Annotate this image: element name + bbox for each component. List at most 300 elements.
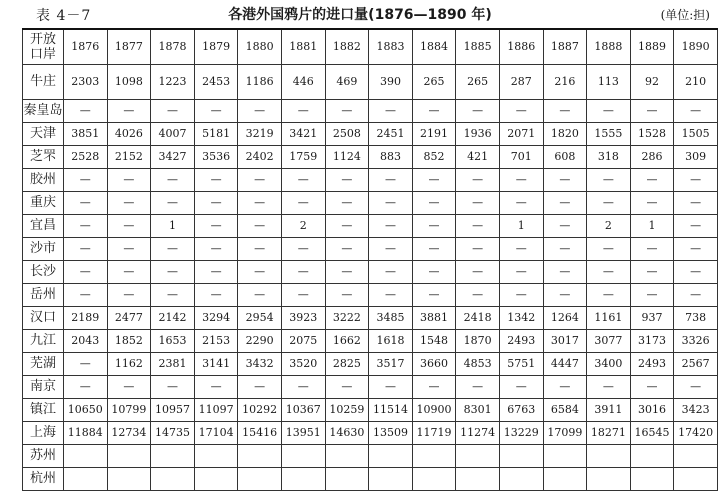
value-cell: 5181 [194,123,238,146]
year-header: 1886 [499,29,543,65]
value-cell: — [674,192,718,215]
value-cell: — [238,215,282,238]
value-cell: 1342 [499,307,543,330]
port-name-cell: 岳州 [23,284,64,307]
value-cell: — [543,238,587,261]
value-cell: 2418 [456,307,500,330]
port-name-cell: 上海 [23,422,64,445]
value-cell: 738 [674,307,718,330]
value-cell [499,468,543,491]
value-cell: — [674,376,718,399]
value-cell: — [369,238,413,261]
value-cell: — [64,100,108,123]
value-cell: — [325,169,369,192]
value-cell: — [107,284,151,307]
value-cell: 6763 [499,399,543,422]
value-cell: 2381 [151,353,195,376]
year-header: 1880 [238,29,282,65]
value-cell: — [107,261,151,284]
value-cell: — [151,261,195,284]
table-row [23,307,718,330]
table-row [23,330,718,353]
value-cell: 11884 [64,422,108,445]
value-cell: — [412,169,456,192]
opium-import-table [22,28,718,491]
value-cell: — [325,238,369,261]
value-cell: — [630,376,674,399]
value-cell: — [543,100,587,123]
value-cell: — [456,169,500,192]
year-header: 1876 [64,29,108,65]
year-header: 1879 [194,29,238,65]
value-cell: — [674,215,718,238]
port-name-cell: 胶州 [23,169,64,192]
port-header [23,29,64,65]
value-cell: 16545 [630,422,674,445]
value-cell [674,445,718,468]
value-cell: — [587,284,631,307]
value-cell: 3851 [64,123,108,146]
value-cell: 3427 [151,146,195,169]
value-cell: — [281,100,325,123]
value-cell: — [281,376,325,399]
value-cell: — [499,192,543,215]
value-cell: 3219 [238,123,282,146]
table-row [23,123,718,146]
port-name-cell: 芝罘 [23,146,64,169]
value-cell: 3017 [543,330,587,353]
value-cell: — [456,238,500,261]
value-cell: — [456,100,500,123]
value-cell: 216 [543,65,587,100]
value-cell: 3911 [587,399,631,422]
value-cell: 3423 [674,399,718,422]
table-row [23,468,718,491]
value-cell: 1223 [151,65,195,100]
value-cell: — [369,215,413,238]
value-cell: 1870 [456,330,500,353]
value-cell: 2402 [238,146,282,169]
value-cell: 318 [587,146,631,169]
value-cell: — [194,238,238,261]
value-cell: — [587,192,631,215]
value-cell: 1124 [325,146,369,169]
port-name-cell: 苏州 [23,445,64,468]
value-cell: 1548 [412,330,456,353]
value-cell: 1 [151,215,195,238]
value-cell: 11514 [369,399,413,422]
value-cell: 4026 [107,123,151,146]
value-cell: — [630,238,674,261]
value-cell: — [674,169,718,192]
year-header: 1882 [325,29,369,65]
table-row [23,261,718,284]
value-cell [64,468,108,491]
value-cell: 13229 [499,422,543,445]
value-cell: — [325,284,369,307]
value-cell: 1936 [456,123,500,146]
value-cell: — [107,215,151,238]
value-cell: 1264 [543,307,587,330]
year-header: 1884 [412,29,456,65]
value-cell: — [281,238,325,261]
value-cell: — [369,261,413,284]
value-cell: 17420 [674,422,718,445]
value-cell: — [499,238,543,261]
value-cell: 309 [674,146,718,169]
value-cell: — [325,261,369,284]
value-cell: — [194,215,238,238]
value-cell: — [64,215,108,238]
value-cell: 92 [630,65,674,100]
year-header: 1887 [543,29,587,65]
value-cell: 1 [499,215,543,238]
value-cell [325,445,369,468]
value-cell: 1528 [630,123,674,146]
value-cell: — [151,100,195,123]
value-cell: — [674,261,718,284]
value-cell [369,468,413,491]
value-cell: 3016 [630,399,674,422]
value-cell: 421 [456,146,500,169]
value-cell: — [412,376,456,399]
value-cell: — [64,169,108,192]
year-header: 1889 [630,29,674,65]
table-row [23,215,718,238]
value-cell: — [412,284,456,307]
value-cell: 390 [369,65,413,100]
value-cell: 1653 [151,330,195,353]
value-cell: 1555 [587,123,631,146]
value-cell: 3141 [194,353,238,376]
value-cell: 2152 [107,146,151,169]
port-header-line1: 开放 [29,32,56,47]
value-cell: 286 [630,146,674,169]
value-cell: 4853 [456,353,500,376]
value-cell: 2 [587,215,631,238]
table-row [23,422,718,445]
value-cell: 2189 [64,307,108,330]
value-cell: 3520 [281,353,325,376]
port-name-cell: 天津 [23,123,64,146]
table-header [0,0,720,28]
value-cell: 2508 [325,123,369,146]
value-cell: — [325,376,369,399]
value-cell: 1759 [281,146,325,169]
value-cell: 2825 [325,353,369,376]
value-cell: — [151,284,195,307]
value-cell: 11097 [194,399,238,422]
value-cell: — [630,192,674,215]
value-cell: — [151,192,195,215]
value-cell: 1 [630,215,674,238]
value-cell: — [499,284,543,307]
value-cell: — [151,169,195,192]
port-name-cell: 南京 [23,376,64,399]
value-cell: 5751 [499,353,543,376]
value-cell: 14630 [325,422,369,445]
port-name-cell: 汉口 [23,307,64,330]
value-cell: 17104 [194,422,238,445]
value-cell: 2191 [412,123,456,146]
value-cell: 10367 [281,399,325,422]
value-cell [281,445,325,468]
value-cell: 10259 [325,399,369,422]
value-cell: — [369,169,413,192]
value-cell [238,468,282,491]
value-cell: 3923 [281,307,325,330]
value-cell: 10650 [64,399,108,422]
value-cell: 10292 [238,399,282,422]
value-cell: — [543,376,587,399]
value-cell: 1186 [238,65,282,100]
value-cell: — [194,169,238,192]
value-cell: 13509 [369,422,413,445]
year-header: 1877 [107,29,151,65]
year-header: 1890 [674,29,718,65]
value-cell: — [630,261,674,284]
value-cell [630,468,674,491]
value-cell: — [543,169,587,192]
value-cell: — [630,284,674,307]
value-cell: 2567 [674,353,718,376]
value-cell: — [64,353,108,376]
value-cell: — [151,376,195,399]
value-cell [412,445,456,468]
value-cell: 3517 [369,353,413,376]
value-cell: 2493 [630,353,674,376]
value-cell: — [194,192,238,215]
value-cell: — [281,192,325,215]
value-cell: — [64,238,108,261]
value-cell: 2 [281,215,325,238]
value-cell: 3077 [587,330,631,353]
year-header: 1888 [587,29,631,65]
value-cell: — [587,100,631,123]
value-cell [281,468,325,491]
value-cell: 287 [499,65,543,100]
value-cell: — [281,261,325,284]
port-name-cell: 重庆 [23,192,64,215]
value-cell: — [281,284,325,307]
value-cell: 12734 [107,422,151,445]
value-cell [107,445,151,468]
value-cell: — [456,284,500,307]
value-cell: — [587,261,631,284]
value-cell: — [456,376,500,399]
value-cell: 8301 [456,399,500,422]
value-cell: 608 [543,146,587,169]
value-cell: — [674,100,718,123]
value-cell: 3173 [630,330,674,353]
value-cell [325,468,369,491]
value-cell: — [499,169,543,192]
value-cell [412,468,456,491]
value-cell: — [674,238,718,261]
value-cell: 852 [412,146,456,169]
value-cell: 2153 [194,330,238,353]
value-cell: 4007 [151,123,195,146]
value-cell: — [107,169,151,192]
value-cell: — [412,192,456,215]
value-cell: — [107,192,151,215]
table-row [23,353,718,376]
port-name-cell: 九江 [23,330,64,353]
value-cell: — [630,169,674,192]
value-cell: — [630,100,674,123]
value-cell: 13951 [281,422,325,445]
value-cell: 11719 [412,422,456,445]
value-cell [543,468,587,491]
year-header: 1885 [456,29,500,65]
value-cell: 113 [587,65,631,100]
table-row [23,376,718,399]
value-cell: 10900 [412,399,456,422]
port-name-cell: 沙市 [23,238,64,261]
table-title: 各港外国鸦片的进口量(1876—1890 年) [228,7,492,23]
value-cell [64,445,108,468]
value-cell: — [107,238,151,261]
value-cell: 18271 [587,422,631,445]
value-cell: 10799 [107,399,151,422]
value-cell: 3421 [281,123,325,146]
value-cell: — [238,284,282,307]
value-cell: — [412,238,456,261]
table-row [23,65,718,100]
value-cell: — [238,100,282,123]
value-cell: 3326 [674,330,718,353]
port-name-cell: 芜湖 [23,353,64,376]
value-cell: 265 [412,65,456,100]
value-cell: 2954 [238,307,282,330]
value-cell [194,468,238,491]
value-cell: 2303 [64,65,108,100]
value-cell: 3432 [238,353,282,376]
value-cell: — [107,100,151,123]
value-cell: 3536 [194,146,238,169]
value-cell: — [499,376,543,399]
value-cell: 1618 [369,330,413,353]
value-cell [674,468,718,491]
value-cell: — [64,192,108,215]
value-cell: 11274 [456,422,500,445]
value-cell: 2528 [64,146,108,169]
value-cell: — [64,284,108,307]
port-name-cell: 牛庄 [23,65,64,100]
value-cell [107,468,151,491]
value-cell: — [456,261,500,284]
value-cell: 17099 [543,422,587,445]
value-cell: 446 [281,65,325,100]
value-cell: — [543,192,587,215]
value-cell: — [64,376,108,399]
value-cell: — [238,192,282,215]
value-cell: 2451 [369,123,413,146]
table-row [23,445,718,468]
port-name-cell: 宜昌 [23,215,64,238]
value-cell [194,445,238,468]
port-header-line2: 口岸 [29,47,56,62]
value-cell: — [238,169,282,192]
value-cell: — [238,376,282,399]
value-cell: 3222 [325,307,369,330]
value-cell: — [151,238,195,261]
table-row [23,399,718,422]
value-cell: 210 [674,65,718,100]
value-cell: — [107,376,151,399]
value-cell: — [674,284,718,307]
value-cell: 3485 [369,307,413,330]
value-cell [456,445,500,468]
table-number: 表 4－7 [36,8,92,24]
port-name-cell: 秦皇岛 [23,100,64,123]
value-cell: — [281,169,325,192]
value-cell: — [194,100,238,123]
value-cell: 10957 [151,399,195,422]
value-cell: — [194,261,238,284]
table-row [23,169,718,192]
value-cell: — [587,376,631,399]
value-cell [630,445,674,468]
value-cell: — [325,192,369,215]
value-cell [151,468,195,491]
value-cell: — [587,169,631,192]
value-cell: 1161 [587,307,631,330]
year-header: 1878 [151,29,195,65]
value-cell: — [238,261,282,284]
port-name-cell: 长沙 [23,261,64,284]
value-cell: 2075 [281,330,325,353]
table-row [23,192,718,215]
value-cell: — [369,100,413,123]
unit-label: (单位:担) [660,8,710,22]
value-cell: 6584 [543,399,587,422]
value-cell: — [369,376,413,399]
value-cell: — [499,261,543,284]
value-cell: 2043 [64,330,108,353]
value-cell: — [64,261,108,284]
value-cell [369,445,413,468]
table-row [23,146,718,169]
value-cell: 1820 [543,123,587,146]
value-cell: — [369,284,413,307]
value-cell: 3400 [587,353,631,376]
table-row [23,100,718,123]
value-cell: 1505 [674,123,718,146]
value-cell: 937 [630,307,674,330]
table-row [23,238,718,261]
value-cell [499,445,543,468]
value-cell: — [325,100,369,123]
value-cell: 4447 [543,353,587,376]
value-cell: — [587,238,631,261]
year-header: 1883 [369,29,413,65]
value-cell: — [412,215,456,238]
value-cell: 3294 [194,307,238,330]
value-cell: 2142 [151,307,195,330]
value-cell [238,445,282,468]
port-name-cell: 杭州 [23,468,64,491]
value-cell: — [412,100,456,123]
value-cell: — [412,261,456,284]
value-cell: — [456,192,500,215]
value-cell: 1162 [107,353,151,376]
value-cell [543,445,587,468]
value-cell: — [456,215,500,238]
table-body [23,65,718,491]
value-cell: 1852 [107,330,151,353]
value-cell: 883 [369,146,413,169]
